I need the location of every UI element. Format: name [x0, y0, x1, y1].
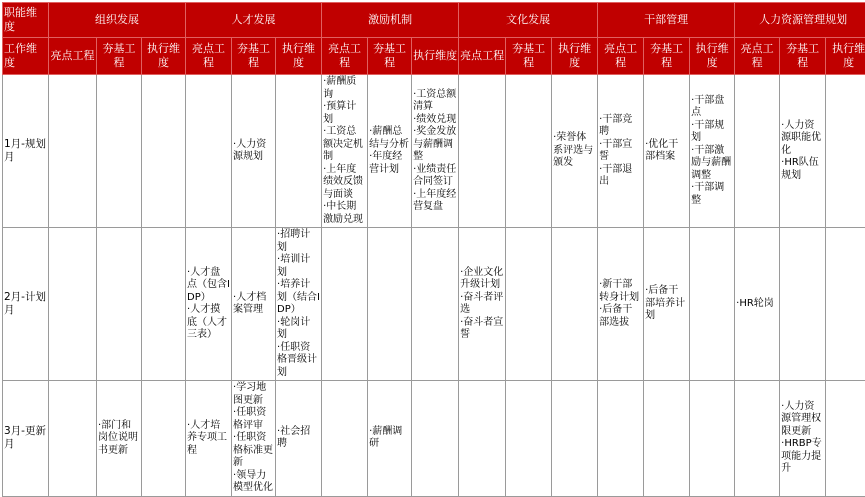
subheader-foundation: 夯基工程 — [506, 38, 552, 75]
task-item: ·年度经营计划 — [369, 151, 410, 176]
table-cell — [644, 228, 690, 381]
subheader-execution: 执行维度 — [552, 38, 598, 75]
group-header-cadre-management: 干部管理 — [598, 3, 735, 38]
table-row — [3, 75, 865, 228]
table-row — [3, 381, 865, 497]
task-item: ·奋斗者宣誓 — [460, 317, 504, 342]
table-cell — [552, 75, 598, 228]
table-cell — [49, 75, 97, 228]
subheader-foundation: 夯基工程 — [97, 38, 142, 75]
table-cell — [780, 381, 826, 497]
table-cell — [552, 228, 598, 381]
table-cell — [780, 228, 826, 381]
table-cell — [644, 75, 690, 228]
task-item: ·干部盘点 — [691, 95, 733, 120]
subheader-row — [3, 38, 865, 75]
month-label: 1月-规划月 — [3, 75, 49, 228]
table-cell — [186, 75, 232, 228]
month-label: 3月-更新月 — [3, 381, 49, 497]
task-item: ·干部激励与薪酬调整 — [691, 145, 733, 183]
table-cell — [322, 228, 368, 381]
task-item: ·薪酬总结与分析 — [369, 126, 410, 151]
task-item: ·工资总额清算 — [413, 89, 457, 114]
task-item: ·社会招聘 — [277, 426, 320, 451]
subheader-foundation: 夯基工程 — [232, 38, 276, 75]
table-cell — [232, 381, 276, 497]
task-item: ·人力资源职能优化 — [781, 120, 824, 158]
task-item: ·优化干部档案 — [645, 139, 688, 164]
task-item: ·HR轮岗 — [736, 298, 778, 311]
task-item: ·招聘计划 — [277, 229, 320, 254]
task-item: ·人力资源规划 — [233, 139, 274, 164]
plan-body — [3, 75, 865, 497]
task-item: ·人才盘点（包含IDP） — [187, 267, 230, 305]
table-cell — [368, 75, 412, 228]
table-row — [3, 228, 865, 381]
task-item: ·上年度绩效反馈与面谈 — [323, 164, 366, 202]
task-item: ·干部退出 — [599, 164, 642, 189]
task-item: ·新干部转身计划 — [599, 279, 642, 304]
table-cell — [97, 381, 142, 497]
table-cell — [142, 75, 186, 228]
subheader-foundation: 夯基工程 — [780, 38, 826, 75]
table-cell — [459, 228, 506, 381]
table-cell — [49, 228, 97, 381]
table-cell — [735, 75, 780, 228]
task-item: ·预算计划 — [323, 101, 366, 126]
work-dimension-label: 工作维度 — [3, 38, 49, 75]
table-cell — [232, 75, 276, 228]
table-cell — [506, 75, 552, 228]
task-item: ·荣誉体系评选与颁发 — [553, 132, 596, 170]
table-cell — [826, 381, 865, 497]
table-cell — [598, 228, 644, 381]
table-cell — [506, 228, 552, 381]
table-cell — [598, 381, 644, 497]
table-cell — [735, 381, 780, 497]
table-cell — [690, 75, 735, 228]
subheader-highlight: 亮点工程 — [598, 38, 644, 75]
table-cell — [97, 75, 142, 228]
dimension-label: 职能维度 — [3, 3, 49, 38]
table-cell — [690, 228, 735, 381]
table-cell — [690, 381, 735, 497]
subheader-highlight: 亮点工程 — [459, 38, 506, 75]
table-cell — [97, 228, 142, 381]
subheader-highlight: 亮点工程 — [735, 38, 780, 75]
table-cell — [322, 75, 368, 228]
task-item: ·干部调整 — [691, 182, 733, 207]
task-item: ·工资总额决定机制 — [323, 126, 366, 164]
task-item: ·薪酬质询 — [323, 76, 366, 101]
task-item: ·HR队伍规划 — [781, 157, 824, 182]
table-cell — [735, 228, 780, 381]
table-cell — [186, 228, 232, 381]
task-item: ·奋斗者评选 — [460, 292, 504, 317]
subheader-foundation: 夯基工程 — [644, 38, 690, 75]
table-cell — [412, 75, 459, 228]
table-cell — [276, 381, 322, 497]
task-item: ·轮岗计划 — [277, 317, 320, 342]
task-item: ·领导力模型优化 — [233, 470, 274, 495]
task-item: ·学习地图更新 — [233, 382, 274, 407]
task-item: ·任职资格标准更新 — [233, 432, 274, 470]
table-cell — [506, 381, 552, 497]
task-item: ·中长期激励兑现 — [323, 201, 366, 226]
task-item: ·上年度经营复盘 — [413, 189, 457, 214]
table-cell — [598, 75, 644, 228]
task-item: ·培养计划（结合IDP） — [277, 279, 320, 317]
subheader-highlight: 亮点工程 — [186, 38, 232, 75]
task-item: ·任职资格晋级计划 — [277, 342, 320, 380]
subheader-highlight: 亮点工程 — [322, 38, 368, 75]
task-item: ·干部规划 — [691, 120, 733, 145]
task-item: ·后备干部选拔 — [599, 304, 642, 329]
subheader-execution: 执行维度 — [690, 38, 735, 75]
task-item: ·业绩责任合同签订 — [413, 164, 457, 189]
subheader-highlight: 亮点工程 — [49, 38, 97, 75]
group-header-row — [3, 3, 865, 38]
task-item: ·人才档案管理 — [233, 292, 274, 317]
task-item: ·干部宣誓 — [599, 139, 642, 164]
table-cell — [459, 75, 506, 228]
table-cell — [826, 75, 865, 228]
table-cell — [459, 381, 506, 497]
table-cell — [412, 228, 459, 381]
table-cell — [142, 381, 186, 497]
task-item: ·部门和岗位说明书更新 — [98, 420, 140, 458]
table-cell — [368, 228, 412, 381]
group-header-incentive-mechanism: 激励机制 — [322, 3, 459, 38]
table-cell — [780, 75, 826, 228]
month-label: 2月-计划月 — [3, 228, 49, 381]
task-item: ·薪酬调研 — [369, 426, 410, 451]
task-item: ·人力资源管理权限更新 — [781, 401, 824, 439]
task-item: ·企业文化升级计划 — [460, 267, 504, 292]
task-item: ·绩效兑现 — [413, 114, 457, 127]
table-cell — [49, 381, 97, 497]
table-cell — [142, 228, 186, 381]
task-item: ·HRBP专项能力提升 — [781, 438, 824, 476]
table-cell — [412, 381, 459, 497]
table-cell — [644, 381, 690, 497]
table-cell — [368, 381, 412, 497]
group-header-org-development: 组织发展 — [49, 3, 186, 38]
subheader-execution: 执行维度 — [412, 38, 459, 75]
subheader-execution: 执行维度 — [142, 38, 186, 75]
table-cell — [322, 381, 368, 497]
hr-annual-plan-table — [2, 2, 865, 497]
table-cell — [276, 228, 322, 381]
task-item: ·奖金发放与薪酬调整 — [413, 126, 457, 164]
task-item: ·干部竞聘 — [599, 114, 642, 139]
table-cell — [276, 75, 322, 228]
table-cell — [552, 381, 598, 497]
task-item: ·人才摸底（人才三表） — [187, 304, 230, 342]
group-header-talent-development: 人才发展 — [186, 3, 322, 38]
table-cell — [186, 381, 232, 497]
subheader-foundation: 夯基工程 — [368, 38, 412, 75]
group-header-hr-planning: 人力资源管理规划 — [735, 3, 865, 38]
subheader-execution: 执行维度 — [826, 38, 865, 75]
table-cell — [232, 228, 276, 381]
task-item: ·任职资格评审 — [233, 407, 274, 432]
subheader-execution: 执行维度 — [276, 38, 322, 75]
task-item: ·后备干部培养计划 — [645, 285, 688, 323]
table-cell — [826, 228, 865, 381]
group-header-culture-development: 文化发展 — [459, 3, 598, 38]
task-item: ·人才培养专项工程 — [187, 420, 230, 458]
task-item: ·培训计划 — [277, 254, 320, 279]
